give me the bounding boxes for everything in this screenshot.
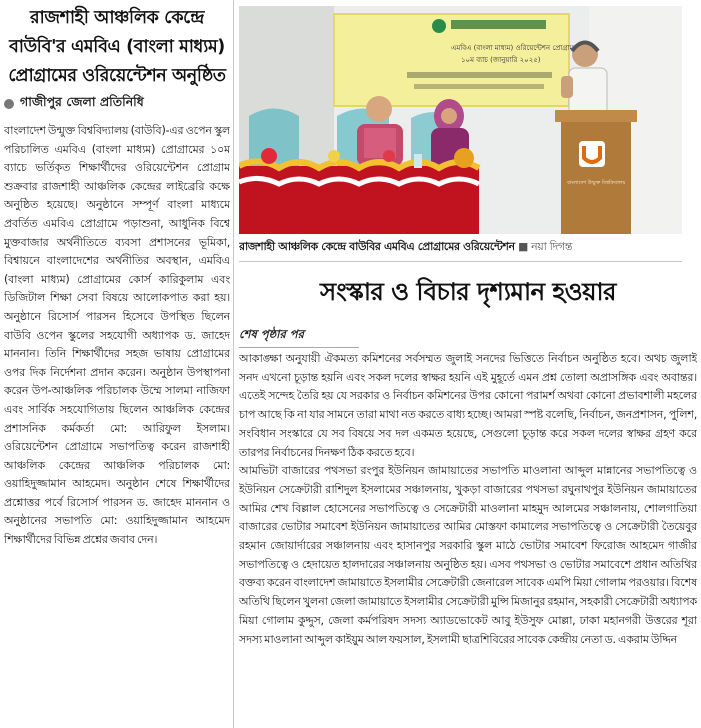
continued-label: শেষ পৃষ্ঠার পর bbox=[239, 327, 304, 341]
right-article-body bbox=[239, 350, 697, 649]
news-photo bbox=[239, 6, 682, 234]
banner-line2: ১০ম ব্যাচ (জানুয়ারি ২০২৫) bbox=[461, 56, 541, 64]
right-article-headline: সংস্কার ও বিচার দৃশ্যমান হওয়ার bbox=[320, 277, 616, 306]
podium-text: বাংলাদেশ উন্মুক্ত বিশ্ববিদ্যালয় bbox=[567, 180, 626, 186]
caption-separator bbox=[239, 261, 682, 262]
photo-caption bbox=[239, 238, 697, 257]
continued-rule bbox=[239, 347, 359, 348]
left-article-byline bbox=[4, 94, 230, 114]
news-photo-illustration bbox=[239, 6, 682, 234]
caption-credit: ■ নয়া দিগন্ত bbox=[518, 240, 572, 253]
left-article-headline: রাজশাহী আঞ্চলিক কেন্দ্রে বাউবি'র এমবিএ (বাংলা মাধ্যম) প্রোগ্রামের ওরিয়েন্টেশন অনুষ্ঠিত bbox=[8, 8, 226, 86]
paragraph-2: আমভিটা বাজারের পথসভা রংপুর ইউনিয়ন জামায়াতের সভাপতি মাওলানা আব্দুল মান্নানের সভাপতিত্বে ও ইউনিয়ন সেক্রেটারী রাশিদুল ইসলামের সঞ্চালনায়, খুকড়া বাজারের পথসভা রঘুনাথপুর ইউনিয়ন জামায়াতের আমির শেখ বিল্লাল হোসেনের সভাপতিত্বে ও সেক্রেটারী মাওলানা মাহমুদ আলমের সঞ্চালনায়, শোলগাতিয়া বাজারের ভোটার সমাবেশ ইউনিয়ন জামায়াতের আমির মোস্তফা কামালের সভাপতিত্বে ও সেক্রেটারী তৈয়েবুর রহমান জোয়ার্দারের সঞ্চালনায় এবং হাসানপুর সরকারি স্কুল মাঠে ভোটার সমাবেশ ফিরোজ আহমেদ গাজীর সভাপতিত্বে ও হেদায়েত হালদারের সঞ্চালনায় অনুষ্ঠিত হয়। এসব পথসভা ও ভোটার সমাবেশে প্রধান অতিথির বক্তব্য করেন বাংলাদেশ জামায়াতে ইসলামীর সেক্রেটারী জেনারেল সাবেক এমপি মিয়া গোলাম পরওয়ার। বিশেষ অতিথি ছিলেন খুলনা জেলা জামায়াতে ইসলামীর সেক্রেটারী মুন্সি মিজানুর রহমান, সহকারী সেক্রেটারী অধ্যাপক মিয়া গোলাম কুদ্দুস, জেলা কর্মপরিষদ সদস্য অ্যাডভোকেট আবু ইউসুফ মোল্লা, ঢাকা মহানগরী উত্তরের শূরা সদস্য মাওলানা আব্দুল কাইয়ুম আল ফয়সাল, ইসলামী ছাত্রশিবিরের সাবেক কেন্দ্রীয় নেতা ড. একরাম উদ্দিন bbox=[239, 464, 697, 646]
right-column bbox=[239, 6, 697, 728]
left-article-body: বাংলাদেশ উন্মুক্ত বিশ্ববিদ্যালয় (বাউবি)-এর ওপেন স্কুল পরিচালিত এমবিএ (বাংলা মাধ্যম) প্রোগ্রামের ১০ম ব্যাচে ভর্তিকৃত শিক্ষার্থীদের ওরিয়েন্টেশন প্রোগ্রাম শুক্রবার রাজশাহী আঞ্চলিক কেন্দ্রের লাইব্রেরি কক্ষে অনুষ্ঠিত হয়েছে। অনুষ্ঠানে সম্পূর্ণ বাংলা মাধ্যমে প্রবর্তিত এমবিএ প্রোগ্রামে পড়াশুনা, আধুনিক বিশ্বে মুক্তবাজার অর্থনীতিতে ব্যবসা প্রশাসনের ভূমিকা, বিশ্বায়নে বাংলাদেশের অর্থনীতির অবস্থান, এমবিএ (বাংলা মাধ্যম) প্রোগ্রামের কোর্স কারিকুলাম এবং ডিজিটাল শিক্ষা সেবা বিষয়ে আলোকপাত করা হয়। অনুষ্ঠানে রিসোর্স পারসন হিসেবে উপস্থিত ছিলেন বাউবি ওপেন স্কুলের সহযোগী অধ্যাপক ড. জাহেদ মাননান। তিনি শিক্ষার্থীদের সহজ ভাষায় প্রোগ্রামের ওপর দিক নির্দেশনা প্রদান করেন। অনুষ্ঠান উপস্থাপনা করেন উপ-আঞ্চলিক পরিচালক উম্মে সালমা নাজিফা এবং সার্বিক সহযোগিতায় ছিলেন আঞ্চলিক কেন্দ্রের প্রশাসনিক কর্মকর্তা মো: আরিফুল ইসলাম। ওরিয়েন্টেশন প্রোগ্রামে সভাপতিত্ব করেন রাজশাহী আঞ্চলিক কেন্দ্রের আঞ্চলিক পরিচালক মো: ওয়াহিদুজ্জামান আহমেদ। অনুষ্ঠান শেষে শিক্ষার্থীদের প্রশ্নোত্তর পর্বে রিসোর্স পারসন ড. জাহেদ মাননান ও অনুষ্ঠানের সভাপতি মো: ওয়াহিদুজ্জামান আহমেদ শিক্ষার্থীদের বিভিন্ন প্রশ্নের জবাব দেন। bbox=[4, 124, 230, 547]
paragraph-1: আকাঙ্ক্ষা অনুযায়ী ঐকমত্য কমিশনের সর্বসম্মত জুলাই সনদের ভিত্তিতে নির্বাচন অনুষ্ঠিত হবে। অথচ জুলাই সনদ এখনো চূড়ান্ত হয়নি এবং সকল দলের স্বাক্ষর হয়নি এই মুহূর্তে এমন প্রশ্ন তোলা অপ্রাসঙ্গিক এবং অবান্তর। এতেই সন্দেহ তৈরি হয় যে সরকার ও নির্বাচন কমিশনের উপর কোনো পরামর্শ অথবা কোনো প্রভাবশালী মহলের চাপ আছে কি না যার সামনে তারা মাথা নত করতে বাধ্য হচ্ছে। আমরা স্পষ্ট বলেছি, নির্বাচন, জনপ্রশাসন, পুলিশ, সংবিধান সংস্কারে যে সব বিষয়ে সব দল একমত হয়েছে, সেগুলো চূড়ান্ত করে সকল দলের স্বাক্ষর গ্রহণ করে তারপর নির্বাচনের দিনক্ষণ ঠিক করতে হবে। bbox=[239, 352, 697, 459]
bullet-icon bbox=[4, 99, 14, 109]
caption-text: রাজশাহী আঞ্চলিক কেন্দ্রে বাউবির এমবিএ প্রোগ্রামের ওরিয়েন্টেশন bbox=[239, 240, 515, 253]
banner-line1: এমবিএ (বাংলা মাধ্যম) ওরিয়েন্টেশন প্রোগ্রাম bbox=[451, 44, 574, 52]
left-article bbox=[4, 4, 230, 728]
byline-text: গাজীপুর জেলা প্রতিনিধি bbox=[20, 94, 144, 109]
column-divider bbox=[233, 0, 234, 728]
